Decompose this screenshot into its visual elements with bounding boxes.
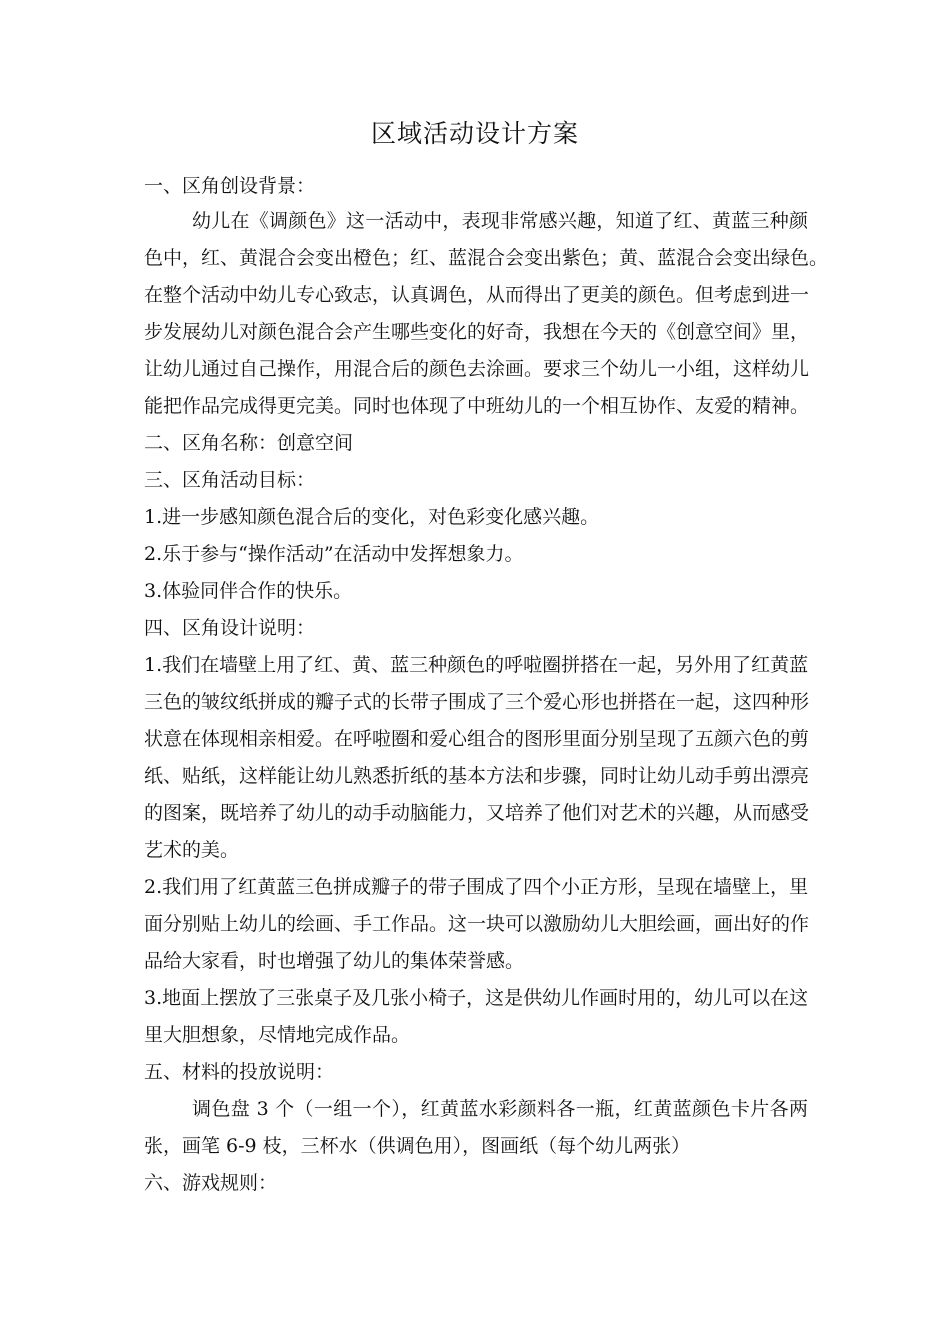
paragraph-line: 纸、贴纸，这样能让幼儿熟悉折纸的基本方法和步骤，同时让幼儿动手剪出漂亮: [144, 765, 810, 787]
paragraph-line: 面分别贴上幼儿的绘画、手工作品。这一块可以激励幼儿大胆绘画，画出好的作: [144, 913, 810, 935]
paragraph-line: 幼儿在《调颜色》这一活动中，表现非常感兴趣，知道了红、黄蓝三种颜: [192, 210, 808, 232]
paragraph-line: 调色盘 3 个（一组一个），红黄蓝水彩颜料各一瓶，红黄蓝颜色卡片各两: [192, 1098, 808, 1120]
section-heading-design: 四、区角设计说明：: [144, 617, 316, 639]
paragraph-line: 状意在体现相亲相爱。在呼啦圈和爱心组合的图形里面分别呈现了五颜六色的剪: [144, 728, 810, 750]
paragraph-line: 2.我们用了红黄蓝三色拼成瓣子的带子围成了四个小正方形，呈现在墙壁上，里: [144, 876, 809, 898]
paragraph-line: 步发展幼儿对颜色混合会产生哪些变化的好奇，我想在今天的《创意空间》里，: [144, 321, 810, 343]
paragraph-line: 艺术的美。: [144, 839, 240, 861]
paragraph-line: 三色的皱纹纸拼成的瓣子式的长带子围成了三个爱心形也拼搭在一起，这四种形: [144, 691, 810, 713]
paragraph-line: 的图案，既培养了幼儿的动手动脑能力，又培养了他们对艺术的兴趣，从而感受: [144, 802, 810, 824]
section-heading-background: 一、区角创设背景：: [144, 175, 316, 197]
section-heading-materials: 五、材料的投放说明：: [144, 1061, 335, 1083]
paragraph-line: 1.我们在墙壁上用了红、黄、蓝三种颜色的呼啦圈拼搭在一起，另外用了红黄蓝: [144, 654, 809, 676]
paragraph-line: 在整个活动中幼儿专心致志，认真调色，从而得出了更美的颜色。但考虑到进一: [144, 284, 810, 306]
goal-item: 1.进一步感知颜色混合后的变化，对色彩变化感兴趣。: [144, 506, 600, 528]
document-title: 区域活动设计方案: [370, 119, 579, 148]
goal-item: 3.体验同伴合作的快乐。: [144, 580, 353, 602]
paragraph-line: 3.地面上摆放了三张桌子及几张小椅子，这是供幼儿作画时用的，幼儿可以在这: [144, 987, 809, 1009]
section-heading-rules: 六、游戏规则：: [144, 1172, 278, 1194]
goal-item: 2.乐于参与“操作活动”在活动中发挥想象力。: [144, 543, 524, 565]
section-heading-name: 二、区角名称：创意空间: [144, 432, 354, 454]
paragraph-line: 张，画笔 6-9 枝，三杯水（供调色用），图画纸（每个幼儿两张）: [144, 1135, 691, 1157]
paragraph-line: 色中，红、黄混合会变出橙色；红、蓝混合会变出紫色；黄、蓝混合会变出绿色。: [144, 247, 829, 269]
paragraph-line: 能把作品完成得更完美。同时也体现了中班幼儿的一个相互协作、友爱的精神。: [144, 395, 810, 417]
paragraph-line: 品给大家看，时也增强了幼儿的集体荣誉感。: [144, 950, 525, 972]
section-heading-goals: 三、区角活动目标：: [144, 469, 316, 491]
paragraph-line: 让幼儿通过自己操作，用混合后的颜色去涂画。要求三个幼儿一小组，这样幼儿: [144, 358, 810, 380]
paragraph-line: 里大胆想象，尽情地完成作品。: [144, 1024, 411, 1046]
